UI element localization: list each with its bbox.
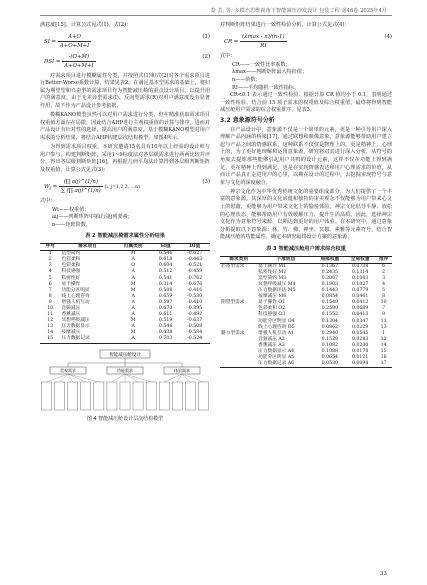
paragraph: 模糊KANO模型虽然可以对用户需求进行分类，但在精准获取需求项目权重值方面存在局限，因此结合AHP进行主观权重值的计算与排序，进而对产品设计有针对性的选择，提高用户的满意度。基于模糊KANO模型对用户需求的分析结果，将结合AHP构建层次结构模型，如图4所示。 <box>40 112 210 141</box>
table-cell: 必备型需求 <box>221 263 245 269</box>
table-cell: 0.1903 <box>321 282 339 287</box>
table-cell: 2 <box>382 269 386 275</box>
table-cell: 冥想呼吸减压 M4 <box>258 282 296 287</box>
fraction <box>58 33 92 50</box>
equation-number: (1) <box>202 33 210 40</box>
criteria-label: 功能需求 <box>117 367 133 373</box>
table-cell: 0.597 <box>158 299 173 305</box>
leaf-node <box>68 382 78 410</box>
figure-4-caption: 图 4 智能减压舱设计层次结构模型 <box>86 415 164 422</box>
table-cell: 音频减压 A2 <box>258 336 285 342</box>
table-cell: 4 <box>382 282 386 287</box>
table-cell: 7 <box>382 306 386 312</box>
table-cell: 0.0654 <box>321 355 339 361</box>
paragraph: 满意度[15]。计算公式见式(1)、式(2)： <box>40 22 132 28</box>
table-cell: 压力数据评估 M5 <box>258 288 296 294</box>
definition: n——阶数； <box>232 76 261 83</box>
table-cell: 0.0413 <box>351 312 369 318</box>
table-header-cell: 排序 <box>375 256 392 263</box>
paragraph: 神宗文化作为中华优秀传统文化的重要组成部分，为人们提供了一个丰富的意象源。其深厚的文化底蕴和独特的审美观念不仅能够为用户带来心灵上的慰藉，更能够为用户带来文化上的愉悦体验。神宗文化倡导平静、放松的心理状态，能够帮助用户有效缓解压力，提升生活品质。因此，选择神宗文化作为意象符号来源，以期达到更好的用户体验。在本研究中，通过意象分析提取以下意象源：林、竹、佛、禅坐、冥想、素雅等元素符号，结合智能减压舱的功能属性，确定本研究最终设计方案的意象源。 <box>220 188 392 241</box>
table-cell: 0.0854 <box>321 294 339 300</box>
table-cell: 0.1027 <box>351 282 369 287</box>
running-head: 秦 芸, 等: 多模态思维视角下智能减压沙发设计 包装工程 第46卷 2025年4月 <box>210 8 387 14</box>
table-cell: 12 <box>380 336 387 342</box>
table-cell: 0.0283 <box>351 336 369 342</box>
right-column <box>220 22 392 368</box>
table-cell: 0.0229 <box>351 324 369 330</box>
table-cell: 科技感强 <box>61 269 81 275</box>
table-cell: 9 <box>382 312 386 318</box>
table-cell: 功能分区明显 O4 <box>258 318 295 324</box>
table-cell: 0.1552 <box>321 312 339 318</box>
table-cell: 0.0412 <box>351 300 369 306</box>
section-heading: 3.2 意象源符号分析 <box>220 116 275 124</box>
table-cell: -0.395 <box>187 306 203 311</box>
definitions-title: 式中： <box>220 52 236 59</box>
table-cell: 0.0738 <box>351 263 369 269</box>
definition: aij——判断矩阵中第i行第j列要素； <box>52 214 133 221</box>
table-cell: 10 <box>380 300 387 306</box>
leaf-node <box>94 382 104 410</box>
left-column <box>40 22 210 423</box>
table-header-row <box>220 256 392 263</box>
table-cell: 16 <box>380 355 387 361</box>
table-cell: 0.0098 <box>345 361 375 368</box>
paragraph: 为得到需求项目权重，本研究邀请15名具有10年以上经验的设计师与用户参与，构建判断矩阵，采用1~9标度法对各层级需求进行两两比较并评分，得出各层级判断矩阵[16]，再根据几何平均法计算得到各层级判断矩阵及权重值，计算公式见式(3)： <box>40 144 210 173</box>
table-cell: M <box>130 318 136 324</box>
table-cell: -0.416 <box>187 287 203 293</box>
table-cell: 8 <box>382 294 386 300</box>
table-cell: 9 <box>48 299 52 305</box>
denominator: ∑ (∏ aij)^(1/n) <box>60 187 101 194</box>
table-cell: M <box>130 281 136 287</box>
formula-3: $W_i$ = $\frac{\text{(∏ aij)\textasciicircum{}(1/n)}}{\text{∑ (∏ aij)\textasciicircum{}(1/n)}}$ (i, j=1,2,3,…,n) (3) <box>44 178 210 194</box>
table-cell: 0.659 <box>158 293 173 299</box>
table-cell: 按摩减压 <box>61 330 81 336</box>
denominator: A+O+M+I <box>64 62 94 69</box>
table-cell: 压力数据记录 A6 <box>257 361 315 368</box>
definition: Wi——权重值； <box>52 206 90 213</box>
table-cell: 0.604 <box>158 263 173 269</box>
denominator: A+O+M+I <box>59 42 90 49</box>
table-cell: 15 <box>40 336 60 343</box>
table-cell: 0.546 <box>158 324 173 330</box>
table-cell: 增强人机互动 A1 <box>258 330 295 336</box>
figure-4 <box>40 348 210 414</box>
table-cell: A <box>131 312 135 318</box>
table-cell: 科技感强 O3 <box>258 312 286 318</box>
table-header-cell: 子准则层 <box>257 256 315 263</box>
table-cell: -0.459 <box>187 269 203 275</box>
table-cell: 易于操作 <box>61 281 81 287</box>
table-cell: -0.762 <box>187 275 203 281</box>
table-cell: 12 <box>47 318 54 324</box>
denominator: RI <box>260 42 267 49</box>
table-cell: 1 <box>382 330 386 336</box>
table-cell: 0.314 <box>158 281 173 287</box>
table-cell: 4 <box>48 269 52 275</box>
table-cell: 0.541 <box>158 275 173 281</box>
table-cell: 0.670 <box>158 306 173 311</box>
leaf-node <box>107 382 117 410</box>
numerator: (∏ aij)^(1/n) <box>59 178 103 187</box>
table-cell <box>220 361 257 368</box>
table-cell: 0.611 <box>158 312 173 318</box>
table-cell: 易于操作 O1 <box>258 300 286 306</box>
table-cell: 14 <box>47 330 54 336</box>
table-cell: -0.637 <box>187 318 203 324</box>
table-cell: 0.0862 <box>321 324 339 330</box>
formula-lhs: W <box>44 183 50 190</box>
table-3 <box>220 256 392 369</box>
leaf-node <box>133 382 143 410</box>
table-cell: 3 <box>382 275 386 281</box>
leaf-node <box>146 382 156 410</box>
table-cell: 色彩柔和 <box>61 257 81 263</box>
table-cell: 0.1443 <box>321 288 339 294</box>
leaf-node <box>42 382 52 410</box>
table-cell: 0.703 <box>152 336 180 343</box>
fraction <box>62 53 96 70</box>
definition: CR——一致性比率系数； <box>232 61 291 68</box>
table-cell: 0.1549 <box>321 300 339 306</box>
leaf-node <box>55 382 65 410</box>
table-cell: 0.0347 <box>351 318 369 324</box>
table-cell: 0.0689 <box>351 306 369 312</box>
table-cell: 0.0461 <box>351 294 369 300</box>
table-cell: 0.1529 <box>321 336 339 342</box>
table-cell: 0.0545 <box>351 330 369 336</box>
fraction <box>240 33 286 50</box>
table-cell: 冥想呼吸减压 <box>61 318 90 324</box>
table-cell: A <box>131 299 135 305</box>
criteria-label: 体验需求 <box>174 367 190 373</box>
table-cell: 11 <box>380 318 387 324</box>
goal-label: 智能减压舱设计 <box>109 352 141 358</box>
table-2-caption: 表 2 智能减压椅需求属性分析结果 <box>85 233 165 240</box>
formula-lhs: SI = <box>44 38 57 45</box>
table-cell: O <box>131 263 136 269</box>
table-cell: 0.1082 <box>321 342 339 348</box>
table-cell: A <box>115 336 152 343</box>
table-header-row <box>40 244 210 251</box>
table-header-cell: DI值 <box>179 244 210 251</box>
table-cell: 香薰减压 <box>61 312 81 318</box>
paragraph: 对需求项目进行模糊属性分类，并按照式(1)和式(2)对各个需求项目进行Better-Worse系数计算，结果见表2。在满足基本型需求的基础上，将归属为期望型和兴奋型的需求项目作为智能减压椅的重点设计项目，以提升用户的满意度。由于无差异型需求(I)、反向型需求(R)对用户满意度没有显著作用，故不作为产品设计参考依据。 <box>40 72 210 109</box>
formula-1 <box>44 33 210 50</box>
table-cell: 功能分区明显 <box>61 287 90 293</box>
formula-lhs: CR = <box>224 38 239 45</box>
table-row <box>220 263 392 270</box>
formula-4 <box>224 33 392 50</box>
table-cell: 0.508 <box>158 287 173 293</box>
table-cell: 0.1088 <box>321 349 339 355</box>
definitions-title: 式中： <box>40 197 56 204</box>
table-header-cell: 需求类别 <box>220 256 257 263</box>
table-cell: 3 <box>48 263 52 269</box>
table-cell: 0.519 <box>158 318 173 324</box>
hierarchy-diagram <box>40 348 210 414</box>
table-cell: -0.443 <box>187 257 203 263</box>
table-cell: 13 <box>380 324 387 330</box>
fraction <box>59 178 103 195</box>
table-cell: 香薰减压 A3 <box>258 342 285 348</box>
table-cell: -0.508 <box>187 324 203 330</box>
table-cell: 10 <box>47 306 54 311</box>
table-cell: 0.2435 <box>321 269 339 275</box>
table-cell: M <box>130 287 136 293</box>
table-cell: 造型简约 M3 <box>258 275 287 281</box>
table-cell: 色彩柔和 <box>61 263 81 269</box>
table-cell: -0.524 <box>179 336 210 343</box>
table-cell: A <box>131 306 135 311</box>
table-cell: 11 <box>47 312 54 318</box>
table-cell: 0.1367 <box>321 263 339 269</box>
leaf-node <box>172 382 182 410</box>
table-3-caption: 表 3 智能减压舱用户需求综合权重 <box>266 246 346 253</box>
numerator: (λmax - n)/(n-1) <box>242 33 285 40</box>
leaf-node <box>198 382 208 410</box>
formula-condition: (i, j=1,2,3,…,n) <box>104 184 140 190</box>
formula-2 <box>44 53 210 70</box>
table-cell: 线上心理咨询 <box>61 293 90 299</box>
table-cell: 期望型需求 <box>221 300 245 306</box>
table-header-cell: 局部权重 <box>315 256 345 263</box>
table-cell: 私密性好 <box>61 275 81 281</box>
table-cell: -0.584 <box>187 330 203 336</box>
table-cell: -0.530 <box>187 293 203 299</box>
table-cell: 压力数据显示 <box>61 324 90 330</box>
table-cell: 17 <box>375 361 392 368</box>
table-cell: 0.2940 <box>321 330 339 336</box>
table-cell: 0.546 <box>158 251 173 257</box>
table-body <box>220 263 392 368</box>
table-cell: 5 <box>48 275 52 281</box>
table-cell: 0.0200 <box>351 342 369 348</box>
table-cell: 私密性好 M2 <box>258 269 287 275</box>
table-cell: A <box>131 324 135 330</box>
table-cell: 增强人机互动 <box>61 299 90 305</box>
table-2 <box>40 243 210 344</box>
table-row <box>40 336 210 343</box>
leaf-node <box>81 382 91 410</box>
table-row <box>220 361 392 368</box>
table-header-cell: 全局权重 <box>345 256 375 263</box>
definition: n——矩阵阶数。 <box>52 221 91 228</box>
criteria-label: 美观需求 <box>60 367 76 373</box>
table-header-cell: SI值 <box>152 244 180 251</box>
table-header-cell: 归属类别 <box>115 244 152 251</box>
table-cell: 0.2007 <box>321 275 339 281</box>
leaf-node <box>120 382 130 410</box>
table-cell: 0.1304 <box>321 318 339 324</box>
table-cell: 音频减压 <box>61 306 81 311</box>
table-cell: 8 <box>48 293 52 299</box>
table-cell: 魅力型需求 <box>221 330 245 336</box>
leaf-node <box>159 382 169 410</box>
table-cell: -0.676 <box>187 281 203 287</box>
table-cell: 0.1314 <box>351 269 369 275</box>
table-cell: A <box>131 293 135 299</box>
table-cell: 15 <box>380 349 387 355</box>
table-cell: 易于操作 M1 <box>258 263 287 269</box>
table-cell: 0.2589 <box>321 306 339 312</box>
table-cell: 0.0530 <box>315 361 345 368</box>
table-header-cell: 需求项目 <box>60 244 114 251</box>
equation-number: (3) <box>202 178 210 185</box>
table-cell: -0.410 <box>187 299 203 305</box>
table-cell: 6 <box>48 281 52 287</box>
table-cell: 0.618 <box>158 257 173 263</box>
table-cell: 0.0779 <box>351 288 369 294</box>
paragraph: CR<0.1 表示通过一致性检验。根据计算 CR 值均小于 0.1，表明通过一致性检验。结合前 15 项子需求的权重值及综合权重值，最终将得到智能减压舱用户需求的综合权重排序，见表3。 <box>220 92 392 114</box>
table-cell: A <box>131 269 135 275</box>
leaf-nodes <box>42 374 209 410</box>
table-cell: A <box>131 275 135 281</box>
table-cell: M <box>130 330 136 336</box>
table-cell: -0.521 <box>187 263 203 269</box>
table-cell: 压力数据记录 <box>60 336 114 343</box>
table-cell: 0.0121 <box>351 355 369 361</box>
table-cell: 0.1083 <box>351 275 369 281</box>
table-cell: 0.512 <box>158 269 173 275</box>
header-rule <box>40 15 392 16</box>
table-cell: 6 <box>382 263 386 269</box>
table-cell: 13 <box>47 324 54 330</box>
table-cell: 1 <box>48 251 52 257</box>
table-cell: 7 <box>48 287 52 293</box>
table-cell: 2 <box>48 257 52 263</box>
leaf-node <box>185 382 195 410</box>
definition: RI——平均随机一致性指标。 <box>232 84 299 91</box>
table-cell: 14 <box>380 342 387 348</box>
equation-number: (4) <box>384 33 392 40</box>
numerator: -(O+M) <box>62 53 96 62</box>
table-body <box>40 251 210 343</box>
table-cell: 功能分区明显 A5 <box>258 355 295 361</box>
equation-number: (2) <box>202 53 210 60</box>
numerator: A+O <box>58 33 92 42</box>
table-cell: M <box>130 251 136 257</box>
table-cell: 5 <box>382 288 386 294</box>
page-number: 33 <box>379 571 387 577</box>
table-cell: 0.438 <box>158 330 173 336</box>
table-header-cell: 序号 <box>40 244 60 251</box>
table-cell: 按摩减压 M6 <box>258 294 287 300</box>
table-cell: 线上心理咨询 O5 <box>258 324 295 330</box>
table-cell: 造型简约 <box>61 251 81 257</box>
table-cell: A <box>131 257 135 263</box>
table-cell: 0.0178 <box>351 349 369 355</box>
table-cell: 色彩柔和 O2 <box>258 306 286 312</box>
table-cell: 压力数据显示 A4 <box>258 349 295 355</box>
definition: λmax——判断矩阵最大特征值； <box>232 69 308 76</box>
table-cell: -0.492 <box>187 312 203 318</box>
paragraph: 在产品设计中，意象源不仅是一个简单的元素，更是一种引导用户深入理解产品内涵的桥梁[17]。通过联想和映像意象，意象源能够帮助用户建立起与产品之间的情感联系，这种联系不仅仅是物理上的，更是精神上、心理上的。为了更好地理解和运用意象源，研究将对其进行深入分析，从符号的角度去提炼那些能够引起用户共鸣的设计元素，这样不仅在功能上得到满足，更在精神上得到满足，更是在实现情感表达和用户心理需求的价值，从而让产品真正走进用户的心里，以期在设计的过程中，去挖掘实现符号与意象与文化的深度融合。 <box>220 126 392 186</box>
table-cell: -0.627 <box>187 251 203 257</box>
paragraph: 对判断矩阵结果进行一致性检验分析，计算公式见式(4)： <box>220 22 350 28</box>
formula-lhs: DSI = <box>44 58 61 65</box>
